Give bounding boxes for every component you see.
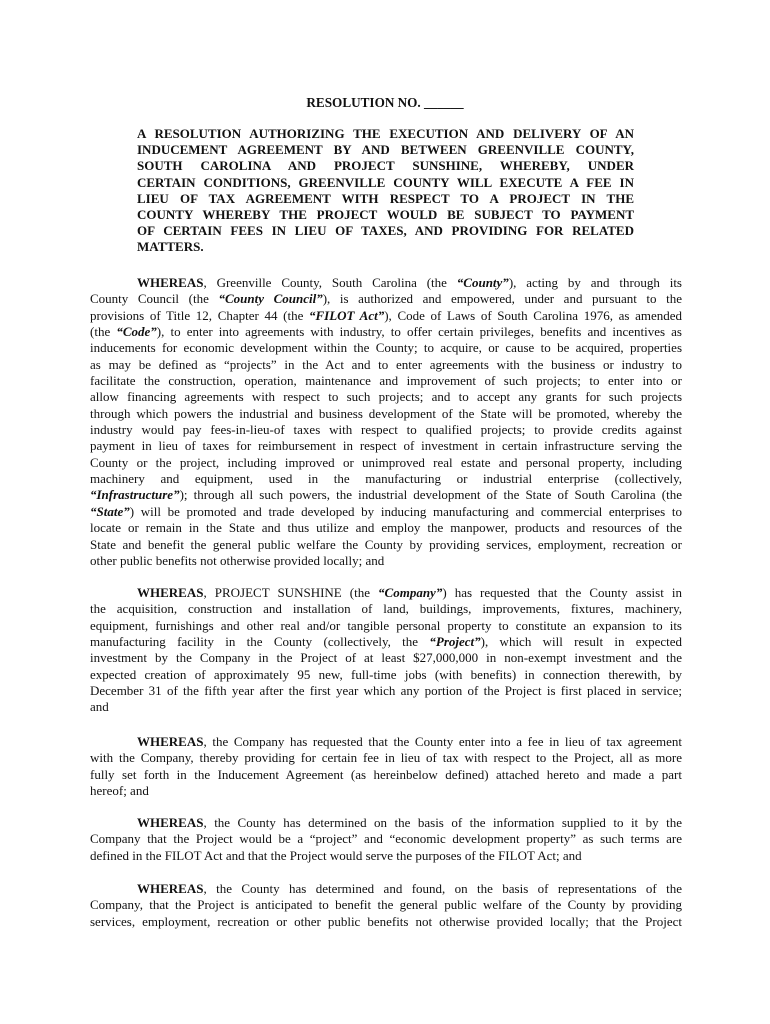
whereas-paragraph [90, 585, 682, 716]
paragraph-line: inducements for economic development within the County; to acquire, or cause to be acquired, properties [90, 340, 682, 356]
paragraph-line: facilitate the construction, operation, maintenance and improvement of such projects; to enter into or [90, 373, 682, 389]
paragraph-line: provisions of Title 12, Chapter 44 (the “FILOT Act”), Code of Laws of South Carolina 1976, as amended [90, 307, 682, 323]
defined-term: “County” [456, 275, 509, 290]
whereas-lead: WHEREAS [137, 585, 204, 600]
paragraph-line: defined in the FILOT Act and that the Project would serve the purposes of the FILOT Act; and [90, 847, 582, 863]
paragraph-line: manufacturing facility in the County (collectively, the “Project”), which will result in expected [90, 634, 683, 650]
heading-line: CERTAIN CONDITIONS, GREENVILLE COUNTY WILL EXECUTE A FEE IN [137, 174, 634, 190]
paragraph-line: investment by the Company in the Project of at least $27,000,000 in non-exempt investment and the [90, 650, 682, 666]
defined-term: “FILOT Act” [309, 307, 385, 323]
paragraph-line: WHEREAS, the County has determined on the basis of the information supplied to it by the [137, 815, 682, 830]
heading-line: SOUTH CAROLINA AND PROJECT SUNSHINE, WHEREBY, UNDER [137, 158, 634, 174]
paragraph-line: County Council (the “County Council”), is authorized and empowered, under and pursuant to the [90, 291, 683, 307]
paragraph-line: through which powers the industrial and business development of the State will be promoted, whereby the [90, 405, 682, 421]
paragraph-line: expected creation of approximately 95 new, full-time jobs (with benefits) in connection therewith, by [90, 666, 682, 682]
paragraph-line: WHEREAS, the Company has requested that the County enter into a fee in lieu of tax agreement [137, 734, 682, 749]
paragraph-line: WHEREAS, PROJECT SUNSHINE (the “Company”) has requested that the County assist in [137, 585, 682, 600]
paragraph-line: as may be defined as “projects” in the Act and to enter agreements with the business or industry to [90, 356, 682, 372]
paragraph-line: Company, that the Project is anticipated to benefit the general public welfare of the County by providing [90, 897, 682, 913]
paragraph-line: other public benefits not otherwise provided locally; and [90, 552, 385, 568]
paragraph-line: machinery and equipment, used in the manufacturing or industrial enterprise (collectively, [90, 471, 682, 487]
paragraph-line: services, employment, recreation or other public benefits not otherwise provided locally; that the Project [90, 913, 682, 929]
whereas-paragraph [90, 734, 682, 799]
paragraph-line: allow financing agreements with respect to such projects; and to accept any grants for such projects [90, 389, 682, 405]
heading-line: LIEU OF TAX AGREEMENT WITH RESPECT TO A PROJECT IN THE [137, 190, 634, 206]
defined-term: “Project” [429, 634, 481, 650]
heading-line: COUNTY WHEREBY THE PROJECT WOULD BE SUBJECT TO PAYMENT [137, 207, 634, 223]
paragraph-line: hereof; and [90, 783, 149, 799]
paragraph-line: and [90, 699, 109, 715]
heading-line: A RESOLUTION AUTHORIZING THE EXECUTION AND DELIVERY OF AN [137, 126, 634, 141]
paragraph-line: WHEREAS, the County has determined and found, on the basis of representations of the [137, 881, 682, 896]
paragraph-line: December 31 of the fifth year after the first year which any portion of the Project is first placed in service; [90, 683, 682, 699]
paragraph-line: County or the project, including improved or unimproved real estate and personal property, including [90, 454, 682, 470]
paragraph-line: “Infrastructure”); through all such powers, the industrial development of the State of South Carolina (the [90, 487, 682, 503]
resolution-heading [137, 126, 634, 256]
paragraph-line: WHEREAS, Greenville County, South Carolina (the “County”), acting by and through its [137, 275, 682, 290]
paragraph-line: locate or remain in the State and thus utilize and employ the manpower, products and resources of the [90, 520, 682, 536]
whereas-paragraph [90, 881, 682, 930]
whereas-lead: WHEREAS [137, 881, 204, 896]
defined-term: “State” [90, 503, 130, 519]
defined-term: “County Council” [218, 291, 323, 307]
paragraph-line: the acquisition, construction and installation of land, buildings, improvements, fixtures, machinery, [90, 601, 682, 617]
paragraph-line: fully set forth in the Inducement Agreement (as hereinbelow defined) attached hereto and made a part [90, 766, 682, 782]
defined-term: “Company” [378, 585, 443, 600]
whereas-lead: WHEREAS [137, 275, 204, 290]
paragraph-line: State and benefit the general public welfare the County by providing services, employment, recreation or [90, 536, 682, 552]
paragraph-line: equipment, furnishings and other real and/or tangible personal property to constitute an expansion to its [90, 617, 682, 633]
paragraph-line: “State”) will be promoted and trade developed by inducing manufacturing and commercial enterprises to [90, 503, 682, 519]
paragraph-line: industry would pay fees-in-lieu-of taxes with respect to qualified projects; to provide credits against [90, 422, 682, 438]
whereas-paragraph [90, 815, 682, 864]
heading-line: INDUCEMENT AGREEMENT BY AND BETWEEN GREENVILLE COUNTY, [137, 142, 634, 158]
whereas-lead: WHEREAS [137, 734, 204, 749]
whereas-lead: WHEREAS [137, 815, 204, 830]
defined-term: “Code” [116, 324, 157, 340]
paragraph-line: Company that the Project would be a “project” and “economic development property” as such terms are [90, 831, 682, 847]
paragraph-line: payment in lieu of taxes for reimbursement in respect of investment in certain infrastructure serving the [90, 438, 682, 454]
paragraph-line: (the “Code”), to enter into agreements with industry, to offer certain privileges, benefits and incentives as [90, 324, 682, 340]
paragraph-line: with the Company, thereby providing for certain fee in lieu of tax with respect to the Project, all as more [90, 750, 682, 766]
heading-line: OF CERTAIN FEES IN LIEU OF TAXES, AND PROVIDING FOR RELATED [137, 223, 634, 239]
defined-term: “Infrastructure” [90, 487, 180, 503]
resolution-title: RESOLUTION NO. ______ [306, 95, 464, 110]
heading-line: MATTERS. [137, 239, 204, 255]
whereas-paragraph [90, 275, 682, 569]
